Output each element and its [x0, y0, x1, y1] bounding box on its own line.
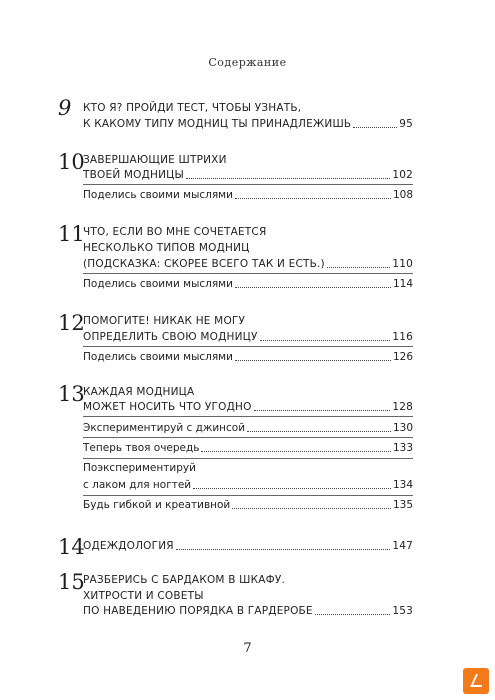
chapter-number: 11: [58, 222, 85, 246]
toc-line[interactable]: [83, 539, 413, 553]
page-ref: 102: [392, 169, 413, 181]
chapter-number: 9: [58, 96, 72, 120]
page-ref: 133: [392, 442, 413, 454]
divider: [83, 416, 413, 417]
toc-line-text: ТВОЕЙ МОДНИЦЫ: [83, 169, 185, 181]
page-ref: 128: [392, 401, 413, 413]
chapter-number: 14: [58, 535, 85, 559]
page-ref: 147: [392, 540, 413, 552]
dot-leader: [235, 286, 391, 288]
divider: [83, 184, 413, 185]
dot-leader: [315, 613, 391, 615]
chapter-number: 12: [58, 311, 85, 335]
toc-subsection[interactable]: [83, 188, 413, 202]
page-ref: 135: [392, 499, 413, 511]
chapter-number: 13: [58, 382, 85, 406]
toc-line-text: Будь гибкой и креативной: [83, 499, 231, 511]
dot-leader: [232, 507, 391, 509]
toc-line[interactable]: [83, 385, 413, 399]
litres-logo-icon[interactable]: [463, 668, 489, 694]
toc-line-text: (ПОДСКАЗКА: СКОРЕЕ ВСЕГО ТАК И ЕСТЬ.): [83, 258, 325, 270]
toc-line-text: Поделись своими мыслями: [83, 351, 233, 363]
toc-line-text: КАЖДАЯ МОДНИЦА: [83, 386, 195, 398]
toc-line-text: с лаком для ногтей: [83, 479, 192, 491]
toc-line[interactable]: [83, 604, 413, 618]
dot-leader: [260, 339, 391, 341]
toc-line-text: ЗАВЕРШАЮЩИЕ ШТРИХИ: [83, 154, 227, 166]
toc-line-text: Теперь твоя очередь: [83, 442, 200, 454]
divider: [83, 273, 413, 274]
toc-line[interactable]: [83, 225, 413, 239]
page-ref: 130: [392, 422, 413, 434]
dot-leader: [193, 487, 391, 489]
toc-line-text: ПО НАВЕДЕНИЮ ПОРЯДКА В ГАРДЕРОБЕ: [83, 605, 313, 617]
dot-leader: [201, 450, 391, 452]
toc-line[interactable]: [83, 117, 413, 131]
chapter-number: 15: [58, 570, 85, 594]
toc-line[interactable]: [83, 314, 413, 328]
toc-line[interactable]: [83, 153, 413, 167]
toc-line-text: Экспериментируй с джинсой: [83, 422, 246, 434]
toc-line-text: КТО Я? ПРОЙДИ ТЕСТ, ЧТОБЫ УЗНАТЬ,: [83, 102, 302, 114]
page-ref: 134: [392, 479, 413, 491]
dot-leader: [235, 197, 391, 199]
toc-line[interactable]: [83, 573, 413, 587]
toc-line-text: ОПРЕДЕЛИТЬ СВОЮ МОДНИЦУ: [83, 331, 258, 343]
toc-line[interactable]: [83, 257, 413, 271]
page-number: 7: [243, 641, 252, 656]
dot-leader: [235, 359, 391, 361]
toc-line[interactable]: [83, 168, 413, 182]
toc-subsection[interactable]: [83, 441, 413, 455]
toc-line-text: ПОМОГИТЕ! НИКАК НЕ МОГУ: [83, 315, 246, 327]
toc-line-text: ОДЕЖДОЛОГИЯ: [83, 540, 174, 552]
page-ref: 116: [392, 331, 413, 343]
page-ref: 153: [392, 605, 413, 617]
toc-line-text: ЧТО, ЕСЛИ ВО МНЕ СОЧЕТАЕТСЯ: [83, 226, 267, 238]
dot-leader: [254, 409, 391, 411]
toc-subsection[interactable]: [83, 277, 413, 291]
toc-subsection[interactable]: [83, 478, 413, 492]
dot-leader: [247, 430, 391, 432]
toc-line-text: НЕСКОЛЬКО ТИПОВ МОДНИЦ: [83, 242, 250, 254]
dot-leader: [353, 126, 397, 128]
toc-line-text: Поэкспериментируй: [83, 462, 196, 474]
toc-line-text: К КАКОМУ ТИПУ МОДНИЦ ТЫ ПРИНАДЛЕЖИШЬ: [83, 118, 352, 130]
page-ref: 126: [392, 351, 413, 363]
toc-subsection[interactable]: [83, 421, 413, 435]
toc-line-text: ХИТРОСТИ И СОВЕТЫ: [83, 590, 204, 602]
dot-leader: [327, 266, 391, 268]
chapter-number: 10: [58, 150, 85, 174]
page-title: Содержание: [208, 56, 287, 69]
toc-line-text: Поделись своими мыслями: [83, 278, 233, 290]
divider: [83, 437, 413, 438]
page-ref: 110: [392, 258, 413, 270]
toc-line-text: Поделись своими мыслями: [83, 189, 233, 201]
toc-line[interactable]: [83, 589, 413, 603]
toc-line[interactable]: [83, 101, 413, 115]
toc-subsection[interactable]: [83, 350, 413, 364]
toc-subsection[interactable]: [83, 461, 413, 475]
toc-line-text: РАЗБЕРИСЬ С БАРДАКОМ В ШКАФУ.: [83, 574, 286, 586]
divider: [83, 458, 413, 459]
page-ref: 114: [392, 278, 413, 290]
page-ref: 108: [392, 189, 413, 201]
divider: [83, 495, 413, 496]
toc-line-text: МОЖЕТ НОСИТЬ ЧТО УГОДНО: [83, 401, 252, 413]
page-ref: 95: [399, 118, 413, 130]
dot-leader: [186, 177, 390, 179]
toc-line[interactable]: [83, 400, 413, 414]
divider: [83, 346, 413, 347]
dot-leader: [176, 548, 391, 550]
toc-line[interactable]: [83, 241, 413, 255]
toc-subsection[interactable]: [83, 498, 413, 512]
toc-line[interactable]: [83, 330, 413, 344]
